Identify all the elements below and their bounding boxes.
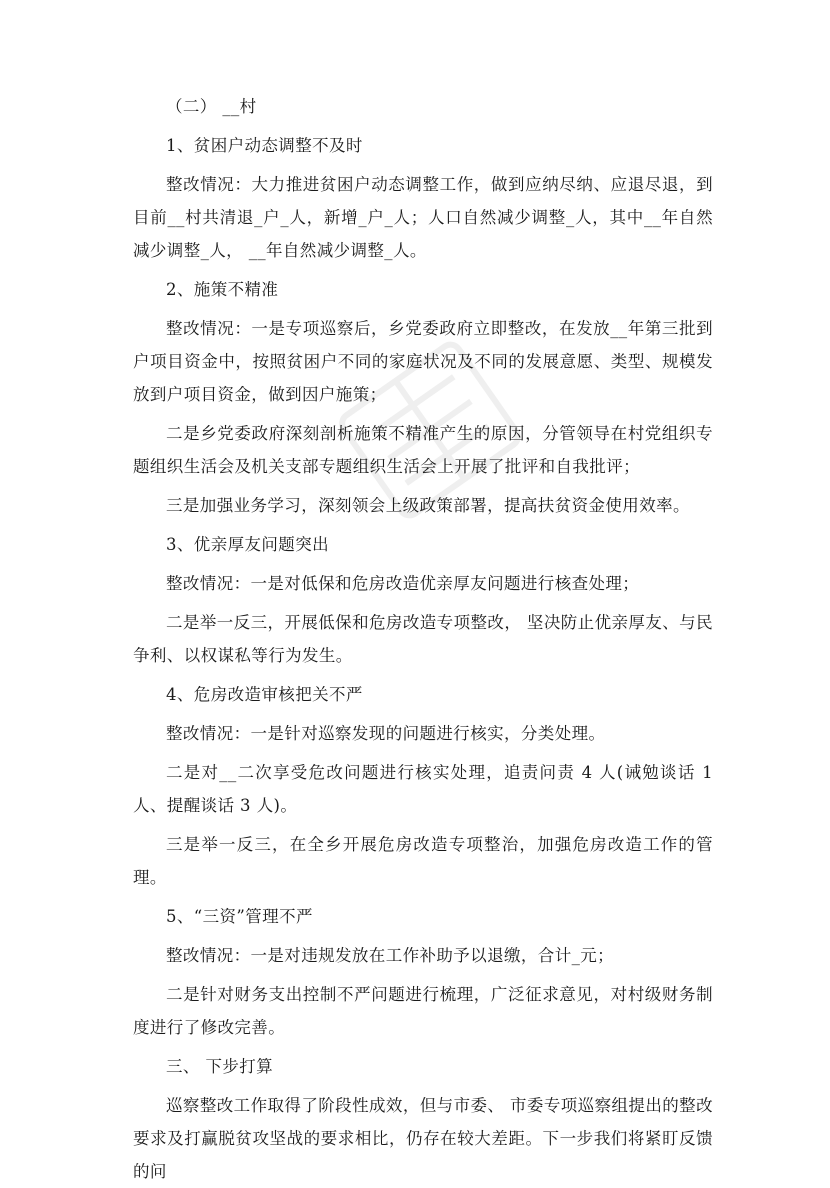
paragraph: 二是乡党委政府深刻剖析施策不精准产生的原因，分管领导在村党组织专题组织生活会及机关支部专题组织生活会上开展了批评和自我批评； <box>133 424 713 476</box>
paragraph: 整改情况：一是专项巡察后，乡党委政府立即整改，在发放__年第三批到户项目资金中，按照贫困户不同的家庭状况及不同的发展意愿、类型、规模发放到户项目资金，做到因户施策； <box>133 319 713 404</box>
paragraph: 巡察整改工作取得了阶段性成效，但与市委、 市委专项巡察组提出的整改要求及打赢脱贫攻坚战的要求相比，仍存在较大差距。下一步我们将紧盯反馈的问 <box>133 1096 713 1181</box>
paragraph: 二是举一反三，开展低保和危房改造专项整改， 坚决防止优亲厚友、与民争利、以权谋私等行为发生。 <box>133 613 713 665</box>
paragraph: 三是加强业务学习，深刻领会上级政策部署，提高扶贫资金使用效率。 <box>166 496 690 515</box>
paragraph: 整改情况：一是对违规发放在工作补助予以退缴，合计_元； <box>166 946 615 965</box>
paragraph: 二是针对财务支出控制不严问题进行梳理，广泛征求意见，对村级财务制度进行了修改完善。 <box>133 985 713 1037</box>
item-heading-2: 2、施策不精准 <box>166 280 279 299</box>
section-heading-village: （二） __村 <box>166 97 257 116</box>
item-heading-3: 3、优亲厚友问题突出 <box>166 535 329 554</box>
item-heading-5: 5、“三资”管理不严 <box>166 907 313 926</box>
paragraph: 二是对__二次享受危改问题进行核实处理，追责问责 4 人(诫勉谈话 1 人、提醒谈话 3 人)。 <box>133 763 713 815</box>
paragraph: 整改情况：一是针对巡察发现的问题进行核实，分类处理。 <box>166 724 606 743</box>
item-heading-4: 4、危房改造审核把关不严 <box>166 685 363 704</box>
section-heading-next-steps: 三、 下步打算 <box>166 1057 274 1076</box>
paragraph: 整改情况：大力推进贫困户动态调整工作，做到应纳尽纳、应退尽退，到目前__村共清退_户_人，新增_户_人；人口自然减少调整_人，其中__年自然减少调整_人， __年自然减少调整_人。 <box>133 175 713 260</box>
paragraph: 整改情况：一是对低保和危房改造优亲厚友问题进行核查处理； <box>166 574 640 593</box>
item-heading-1: 1、贫困户动态调整不及时 <box>166 136 363 155</box>
paragraph: 三是举一反三，在全乡开展危房改造专项整治，加强危房改造工作的管理。 <box>133 835 713 887</box>
document-body <box>133 90 713 1188</box>
